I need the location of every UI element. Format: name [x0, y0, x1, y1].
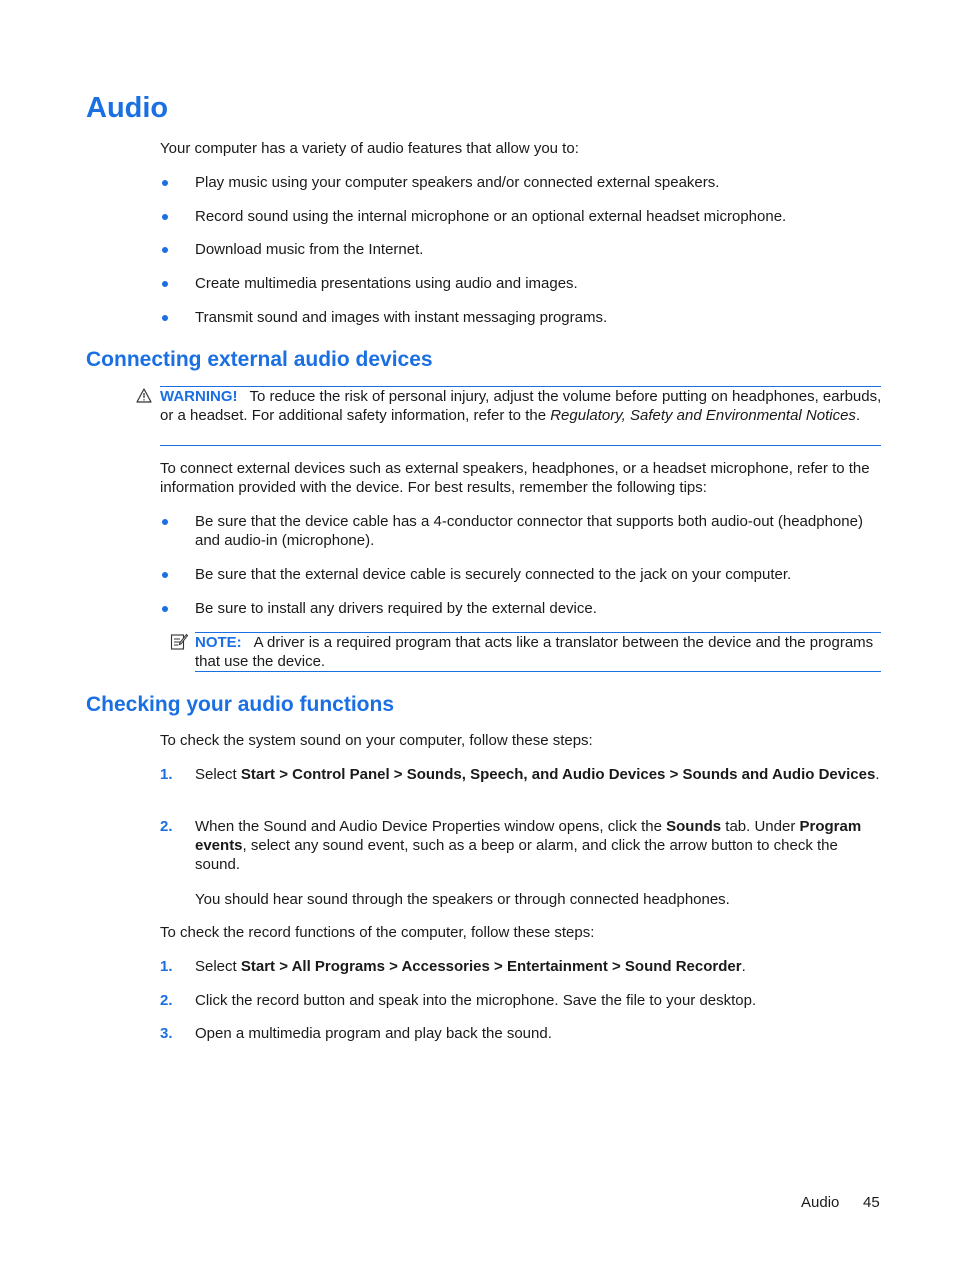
- bullet-icon: [162, 281, 168, 287]
- list-item: Transmit sound and images with instant messaging programs.: [195, 309, 608, 326]
- list-item: Select Start > All Programs > Accessories > Entertainment > Sound Recorder.: [195, 958, 746, 975]
- bullet-icon: [162, 247, 168, 253]
- list-item: Download music from the Internet.: [195, 241, 424, 258]
- page-title: Audio: [86, 92, 169, 124]
- list-item: When the Sound and Audio Device Properties window opens, click the Sounds tab. Under Program events, select any sound event, such as a beep or alarm, and click the arrow button to check the sound.: [195, 818, 862, 873]
- step-number: 3.: [160, 1025, 173, 1042]
- list-item: Select Start > Control Panel > Sounds, Speech, and Audio Devices > Sounds and Audio Devices.: [195, 766, 880, 783]
- step-number: 2.: [160, 992, 173, 1009]
- callout-rule-bottom: [160, 445, 881, 446]
- step-followup: You should hear sound through the speakers or through connected headphones.: [195, 891, 730, 908]
- list-item: Click the record button and speak into the microphone. Save the file to your desktop.: [195, 992, 757, 1009]
- bullet-icon: [162, 519, 168, 525]
- bullet-icon: [162, 214, 168, 220]
- bullet-icon: [162, 180, 168, 186]
- warning-triangle-icon: [136, 388, 152, 408]
- note-label: NOTE:: [195, 634, 242, 651]
- callout-rule-bottom: [195, 671, 881, 672]
- bullet-icon: [162, 606, 168, 612]
- list-item: Be sure that the device cable has a 4-conductor connector that supports both audio-out (headphone) and audio-in (microphone).: [195, 513, 863, 549]
- section-heading-checking: Checking your audio functions: [86, 693, 395, 716]
- footer-section-label: Audio: [801, 1194, 840, 1211]
- warning-label: WARNING!: [160, 388, 238, 405]
- step-number: 1.: [160, 766, 173, 783]
- list-item: Record sound using the internal microphone or an optional external headset microphone.: [195, 208, 787, 225]
- connect-paragraph: To connect external devices such as external speakers, headphones, or a headset microphone, refer to the information provided with the device. For best results, remember the following tips:: [160, 460, 870, 496]
- section-heading-connecting: Connecting external audio devices: [86, 348, 433, 371]
- list-item: Be sure that the external device cable is securely connected to the jack on your computer.: [195, 566, 792, 583]
- warning-text: WARNING! To reduce the risk of personal injury, adjust the volume before putting on headphones, earbuds, or a headset. For additional safety information, refer to the Regulatory, Safety and Environmental Notices.: [160, 388, 882, 424]
- intro-text: Your computer has a variety of audio features that allow you to:: [160, 140, 579, 157]
- step-number: 1.: [160, 958, 173, 975]
- check-intro-2: To check the record functions of the computer, follow these steps:: [160, 924, 595, 941]
- check-intro-1: To check the system sound on your computer, follow these steps:: [160, 732, 593, 749]
- list-item: Play music using your computer speakers and/or connected external speakers.: [195, 174, 720, 191]
- list-item: Open a multimedia program and play back the sound.: [195, 1025, 552, 1042]
- note-pad-icon: [170, 633, 188, 656]
- note-text: NOTE: A driver is a required program that acts like a translator between the device and the programs that use the device.: [195, 634, 874, 670]
- page-number: 45: [863, 1194, 880, 1211]
- bullet-icon: [162, 315, 168, 321]
- bullet-icon: [162, 572, 168, 578]
- list-item: Create multimedia presentations using audio and images.: [195, 275, 578, 292]
- list-item: Be sure to install any drivers required by the external device.: [195, 600, 597, 617]
- step-number: 2.: [160, 818, 173, 835]
